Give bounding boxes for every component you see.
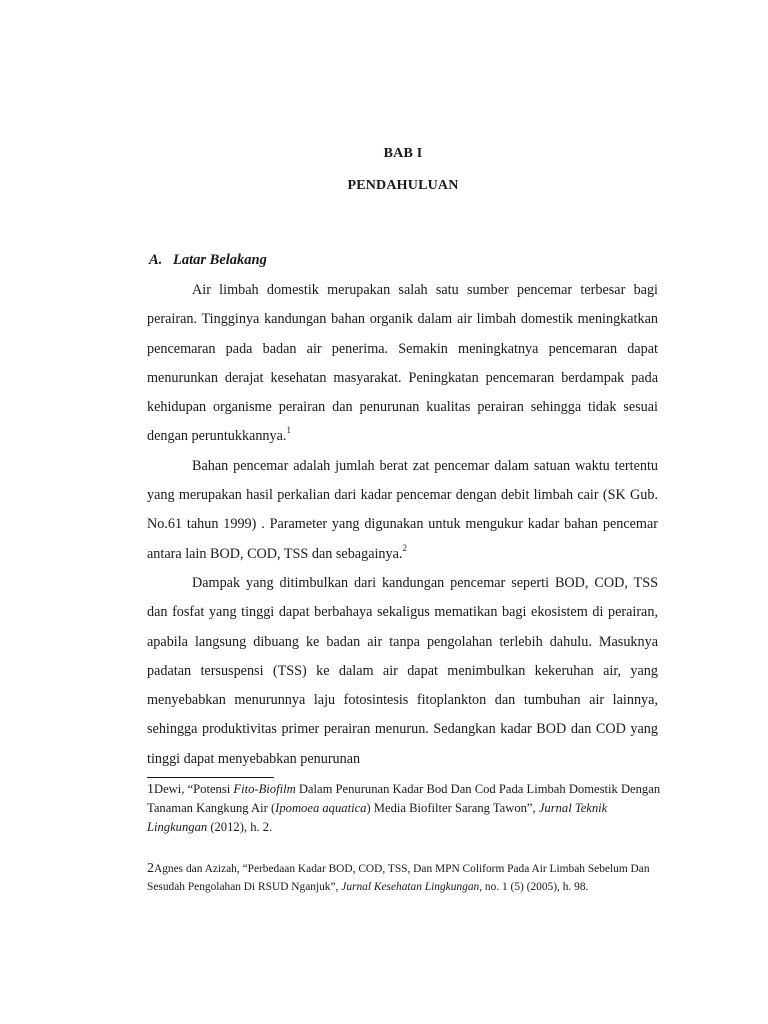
paragraph [147, 569, 658, 774]
footnote-separator [147, 777, 274, 778]
footnote-text: ) Media Biofilter Sarang Tawon”, [366, 801, 539, 815]
paragraph-text: Bahan pencemar adalah jumlah berat zat pencemar dalam satuan waktu tertentu yang merupakan hasil perkalian dari kadar pencemar dengan debit limbah cair (SK Gub. No.61 tahun 1999) . Parameter yang digunakan untuk mengukur kadar bahan pencemar antara lain BOD, COD, TSS dan sebagainya. [147, 457, 658, 562]
section-letter: A. [149, 252, 163, 268]
footnote-ref[interactable]: 1 [286, 425, 291, 436]
footnote-journal: Jurnal Teknik Lingkungan [147, 801, 608, 834]
footnote-1 [147, 780, 667, 837]
section-heading [149, 252, 267, 269]
footnote-italic: Fito-Biofilm [233, 782, 296, 796]
footnote-text: Agnes dan Azizah, “Perbedaan Kadar BOD, COD, TSS, Dan MPN Coliform Pada Air Limbah Sebelum Dan Sesudah Pengolahan Di RSUD Nganjuk”, [147, 863, 650, 893]
body-text [147, 276, 658, 774]
chapter-title: PENDAHULUAN [347, 178, 459, 193]
footnote-journal: Jurnal Kesehatan Lingkungan [341, 881, 480, 893]
footnote-italic: Ipomoea aquatica [275, 801, 367, 815]
section-title-text: Latar Belakang [173, 252, 267, 268]
paragraph [147, 452, 658, 569]
footnote-number: 2 [147, 861, 154, 876]
paragraph-text: Dampak yang ditimbulkan dari kandungan pencemar seperti BOD, COD, TSS dan fosfat yang tinggi dapat berbahaya sekaligus mematikan bagi ekosistem di perairan, apabila langsung dibuang ke badan air tanpa pengolahan terlebih dahulu. Masuknya padatan tersuspensi (TSS) ke dalam air dapat menimbulkan kekeruhan air, yang menyebabkan menurunnya laju fotosintesis fitoplankton dan tumbuhan air lainnya, sehingga produktivitas primer perairan menurun. Sedangkan kadar BOD dan COD yang tinggi dapat menyebabkan penurunan [147, 574, 658, 767]
paragraph-text: Air limbah domestik merupakan salah satu sumber pencemar terbesar bagi perairan. Tingginya kandungan bahan organik dalam air limbah domestik meningkatkan pencemaran pada badan air penerima. Semakin meningkatnya pencemaran dapat menurunkan derajat kesehatan masyarakat. Peningkatan pencemaran berdampak pada kehidupan organisme perairan dan penurunan kualitas perairan sehingga tidak sesuai dengan peruntukkannya. [147, 282, 658, 445]
footnote-number: 1 [147, 782, 154, 797]
footnote-text: Dewi, “Potensi [154, 782, 234, 796]
chapter-heading: BAB I [383, 146, 423, 161]
paragraph [147, 276, 658, 452]
footnote-text: , no. 1 (5) (2005), h. 98. [479, 881, 589, 893]
footnote-ref[interactable]: 2 [402, 542, 407, 553]
footnote-text: Dalam Penurunan Kadar Bod Dan Cod Pada Limbah Domestik Dengan Tanaman Kangkung Air ( [147, 782, 661, 815]
footnote-text: (2012), h. 2. [207, 820, 273, 834]
footnote-2 [147, 860, 667, 896]
